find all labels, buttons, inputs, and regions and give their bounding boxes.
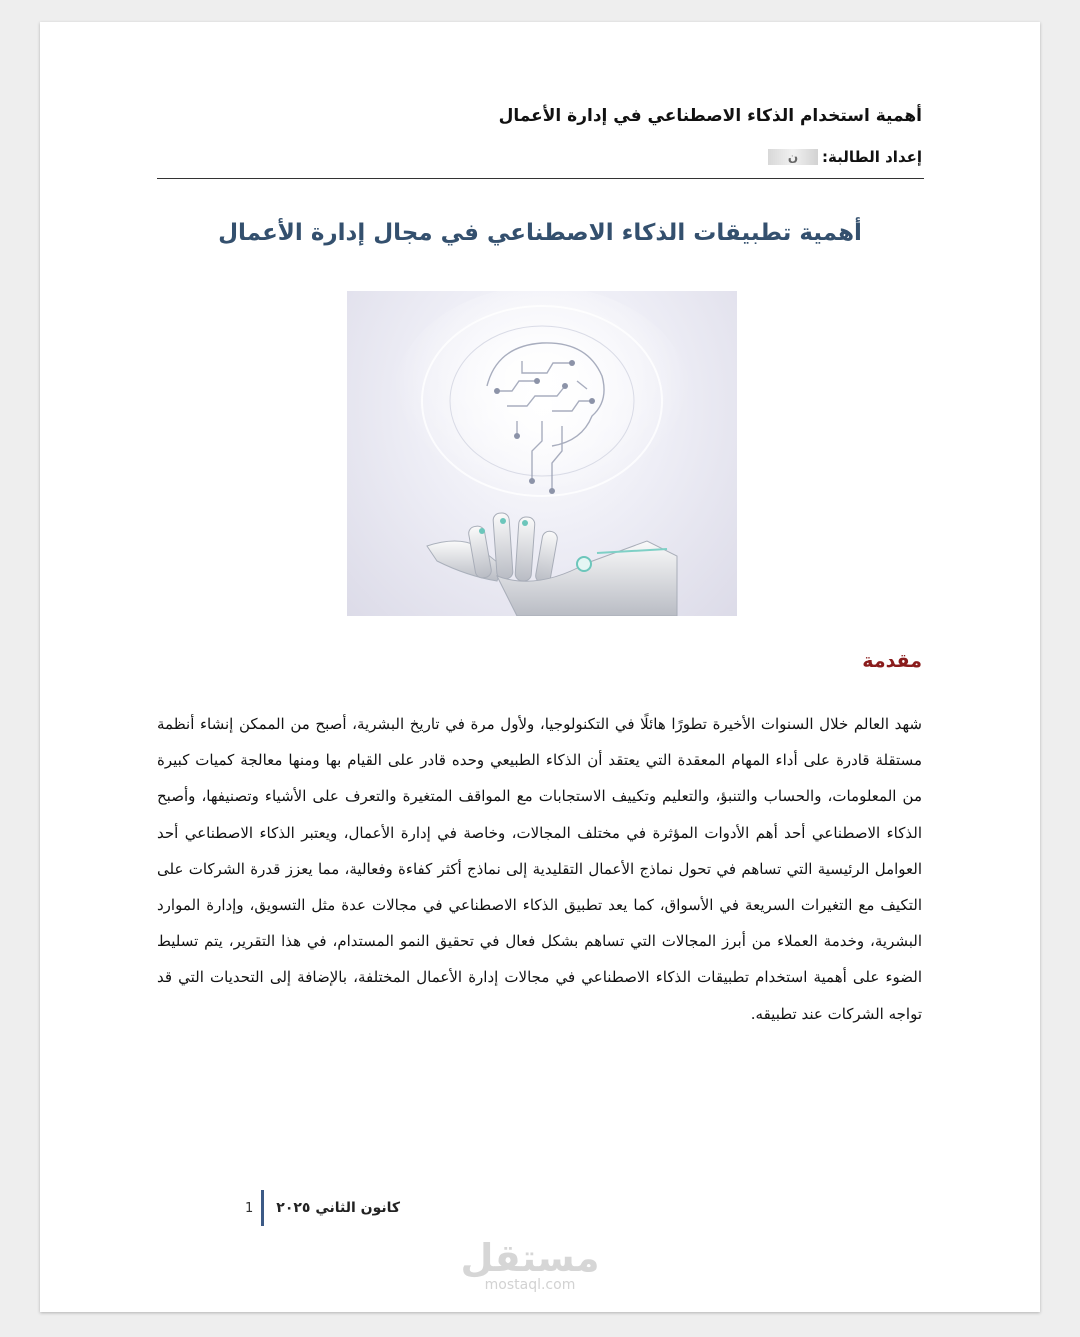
section-heading-intro: مقدمة [862, 650, 922, 672]
author-line [768, 148, 922, 166]
document-title: أهمية تطبيقات الذكاء الاصطناعي في مجال إدارة الأعمال [218, 220, 862, 246]
footer-date: كانون الثاني ٢٠٢٥ [276, 1200, 401, 1216]
header-divider [157, 178, 924, 179]
document-page [40, 22, 1040, 1312]
hero-image [347, 291, 737, 616]
author-label: إعداد الطالبة: [822, 148, 922, 166]
header-title: أهمية استخدام الذكاء الاصطناعي في إدارة الأعمال [498, 106, 922, 126]
robot-hand-brain-illustration [347, 291, 737, 616]
intro-paragraph: شهد العالم خلال السنوات الأخيرة تطورًا هائلًا في التكنولوجيا، ولأول مرة في تاريخ البشرية، أصبح من الممكن إنشاء أنظمة مستقلة قادرة على أداء المهام المعقدة التي يعتقد أن الذكاء الطبيعي وحده قادر على القيام بها ومنها معالجة كميات كبيرة من المعلومات، والحساب والتنبؤ، والتعليم وتكييف الاستجابات مع المواقف المتغيرة والتعرف على الأشياء وتصنيفها، وأصبح الذكاء الاصطناعي أحد أهم الأدوات المؤثرة في مختلف المجالات، وخاصة في إدارة الأعمال، ويعتبر الذكاء الاصطناعي أحد العوامل الرئيسية التي تساهم في تحول نماذج الأعمال التقليدية إلى نماذج أكثر كفاءة وفعالية، مما يعزز قدرة الشركات على التكيف مع التغيرات السريعة في الأسواق، كما يعد تطبيق الذكاء الاصطناعي في مجالات عدة مثل التسويق، وإدارة الموارد البشرية، وخدمة العملاء من أبرز المجالات التي تساهم بشكل فعال في تحقيق النمو المستدام، في هذا التقرير، يتم تسليط الضوء على أهمية استخدام تطبيقات الذكاء الاصطناعي في مجالات إدارة الأعمال المختلفة، بالإضافة إلى التحديات التي قد تواجه الشركات عند تطبيقه. [157, 715, 922, 1023]
page-footer [245, 1188, 400, 1228]
mostaql-watermark [455, 1238, 605, 1292]
watermark-url: mostaql.com [484, 1277, 576, 1293]
footer-divider-bar [261, 1190, 264, 1226]
author-name: ن [768, 149, 818, 165]
watermark-logo: مستقل [460, 1236, 600, 1280]
page-number: 1 [245, 1200, 254, 1216]
